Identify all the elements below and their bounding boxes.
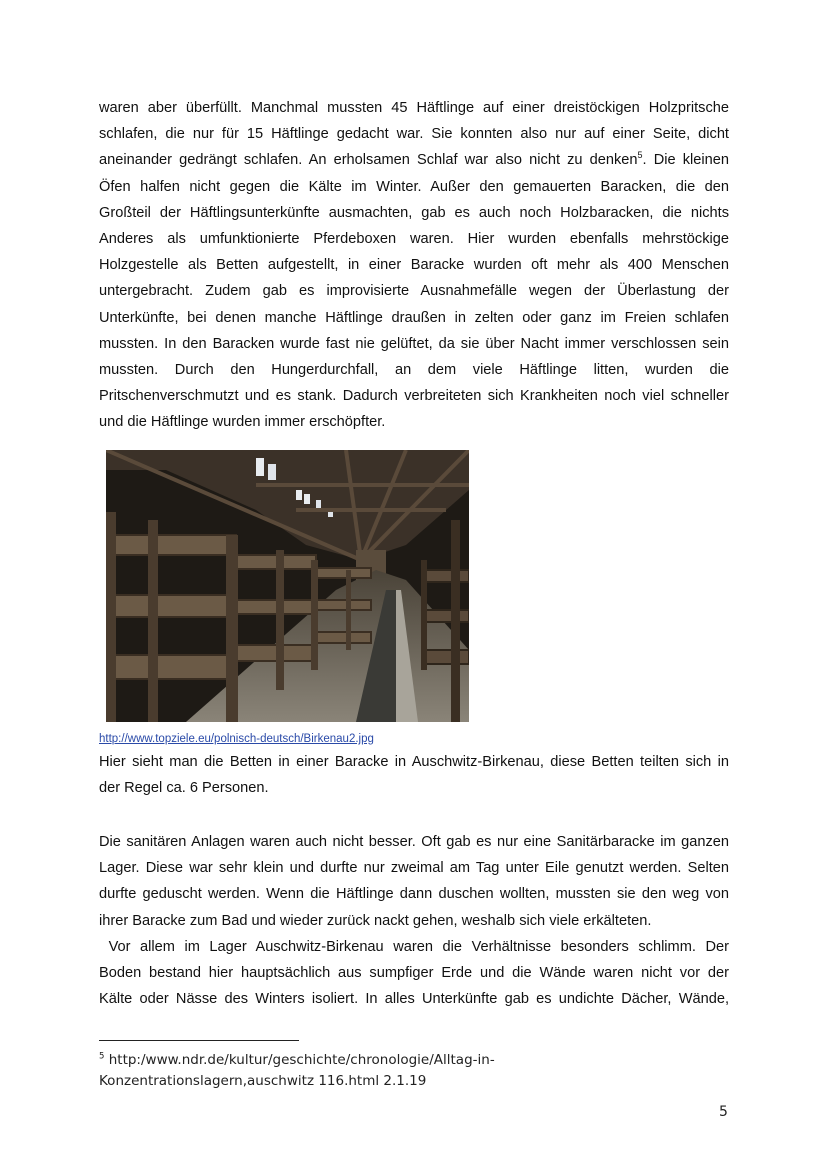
text-line: ihrer Baracke zum Bad und wieder zurück nackt gehen, weshalb sich viele erkälteten. [99,912,652,929]
image-caption [99,749,729,801]
footnote-line: Konzentrationslagern,auschwitz 116.html 2.1.19 [99,1073,427,1089]
footnote-line [99,1050,495,1071]
text-line: Großteil der Häftlingsunterkünfte ausmachten, gab es auch noch Holzbaracken, die nichts [99,204,729,221]
text-line: Die sanitären Anlagen waren auch nicht besser. Oft gab es nur eine Sanitärbaracke im ganzen [99,834,729,850]
text-line: mussten. Durch den Hungerdurchfall, an dem viele Häftlinge litten, wurden die [99,362,729,379]
footnote [99,1050,495,1092]
paragraph-2 [99,829,729,934]
footnote-number: 5 [99,1051,105,1062]
text-line: und die Häftlinge wurden immer erschöpfter. [99,414,386,431]
text-line: Anderes als umfunktionierte Pferdeboxen waren. Hier wurden ebenfalls mehrstöckige [99,231,729,248]
text-line [99,147,729,173]
text-span: . Die kleinen [642,152,729,169]
text-line: mussten. In den Baracken wurde fast nie gelüftet, da sie über Nacht immer verschlossen sein [99,335,729,352]
paragraph-3 [99,934,729,1013]
text-line: Öfen halfen nicht gegen die Kälte im Winter. Außer den gemauerten Baracken, die den [99,178,729,195]
text-line: Hier sieht man die Betten in einer Baracke in Auschwitz-Birkenau, diese Betten teilten sich in [99,754,729,770]
footnote-reference[interactable]: 5 [637,150,643,161]
text-line: Kälte oder Nässe des Winters isoliert. In alles Unterkünfte gab es undichte Dächer, Wände, [99,991,729,1008]
text-line: Lager. Diese war sehr klein und durfte nur zweimal am Tag unter Eile genutzt werden. Selten [99,860,729,877]
text-line: schlafen, die nur für 15 Häftlinge gedacht war. Sie konnten also nur auf einer Seite, dicht [99,126,729,143]
text-line: Holzgestelle als Betten aufgestellt, in einer Baracke wurden oft mehr als 400 Menschen [99,257,729,274]
text-line: Boden bestand hier hauptsächlich aus sumpfiger Erde und die Wände waren nicht vor der [99,965,729,982]
text-line: Unterkünfte, bei denen manche Häftlinge draußen in zelten oder ganz im Freien schlafen [99,309,729,326]
text-line: Vor allem im Lager Auschwitz-Birkenau waren die Verhältnisse besonders schlimm. Der [99,939,729,955]
text-line: durfte geduscht werden. Wenn die Häftlinge dann duschen wollten, mussten sie den weg von [99,886,729,903]
text-line: untergebracht. Zudem gab es improvisierte Ausnahmefälle wegen der Überlastung der [99,283,729,300]
image-source-link[interactable]: http://www.topziele.eu/polnisch-deutsch/Birkenau2.jpg [99,733,374,745]
text-line: der Regel ca. 6 Personen. [99,780,269,797]
paragraph-1 [99,95,729,436]
text-line: waren aber überfüllt. Manchmal mussten 45 Häftlinge auf einer dreistöckigen Holzpritsche [99,100,729,116]
text-span: aneinander gedrängt schlafen. An erholsamen Schlaf war also nicht zu denken [99,152,638,169]
footnote-separator [99,1040,299,1041]
barracks-photo-drawing [106,450,469,722]
footnote-text: http:/www.ndr.de/kultur/geschichte/chronologie/Alltag-in- [108,1052,495,1068]
text-line: Pritschenverschmutzt und es stank. Dadurch verbreiteten sich Krankheiten noch viel schneller [99,388,729,405]
barracks-photo [106,450,469,722]
page-number: 5 [719,1104,728,1120]
